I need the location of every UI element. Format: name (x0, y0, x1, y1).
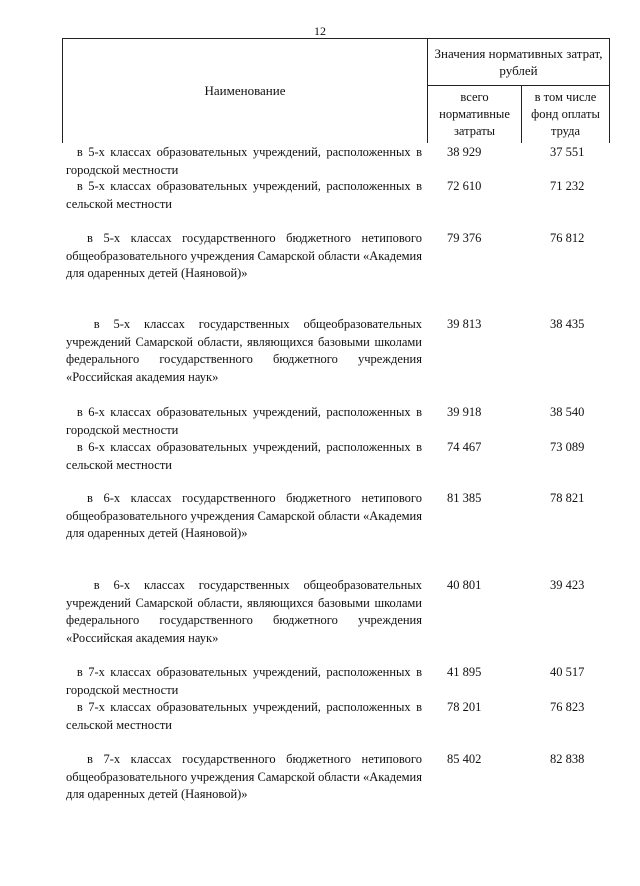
row-total-value: 72 610 (447, 179, 482, 193)
column-header-salary: в том числе фонд оплаты труда (531, 90, 600, 138)
page-number: 12 (314, 24, 326, 38)
row-total-value: 74 467 (447, 440, 482, 454)
row-total-value: 81 385 (447, 491, 482, 505)
row-salary-value: 40 517 (550, 665, 585, 679)
row-total-value: 85 402 (447, 752, 482, 766)
row-description: в 5-х классах образовательных учреждений, расположенных в сельской местности (66, 179, 422, 211)
row-description: в 6-х классах государственного бюджетного нетипового общеобразовательного учреждения Самарской области «Академия для одаренных детей (Наяновой)» (66, 491, 422, 540)
row-description: в 7-х классах государственного бюджетного нетипового общеобразовательного учреждения Самарской области «Академия для одаренных детей (Наяновой)» (66, 752, 422, 801)
row-total-value: 78 201 (447, 700, 482, 714)
row-salary-value: 82 838 (550, 752, 585, 766)
row-description: в 5-х классах государственного бюджетного нетипового общеобразовательного учреждения Самарской области «Академия для одаренных детей (Наяновой)» (66, 231, 422, 280)
row-salary-value: 38 540 (550, 405, 585, 419)
row-total-value: 79 376 (447, 231, 482, 245)
row-total-value: 38 929 (447, 145, 482, 159)
column-header-name: Наименование (63, 39, 428, 143)
row-salary-value: 76 812 (550, 231, 585, 245)
column-header-values: Значения нормативных затрат, рублей (428, 39, 609, 86)
row-salary-value: 73 089 (550, 440, 585, 454)
row-total-value: 39 918 (447, 405, 482, 419)
row-salary-value: 39 423 (550, 578, 585, 592)
row-salary-value: 78 821 (550, 491, 585, 505)
row-salary-value: 38 435 (550, 317, 585, 331)
row-salary-value: 71 232 (550, 179, 585, 193)
row-description: в 5-х классах государственных общеобразовательных учреждений Самарской области, являющихся базовыми школами федерального государственного бюджетного учреждения «Российская академия наук» (66, 317, 422, 384)
row-total-value: 41 895 (447, 665, 482, 679)
row-salary-value: 37 551 (550, 145, 585, 159)
row-description: в 6-х классах государственных общеобразовательных учреждений Самарской области, являющихся базовыми школами федерального государственного бюджетного учреждения «Российская академия наук» (66, 578, 422, 645)
row-salary-value: 76 823 (550, 700, 585, 714)
row-total-value: 40 801 (447, 578, 482, 592)
row-description: в 7-х классах образовательных учреждений, расположенных в городской местности (66, 665, 422, 697)
row-description: в 6-х классах образовательных учреждений, расположенных в сельской местности (66, 440, 422, 472)
row-total-value: 39 813 (447, 317, 482, 331)
row-description: в 7-х классах образовательных учреждений, расположенных в сельской местности (66, 700, 422, 732)
column-header-total: всего нормативные затраты (428, 86, 522, 143)
row-description: в 5-х классах образовательных учреждений, расположенных в городской местности (66, 145, 422, 177)
table-header (62, 38, 610, 143)
row-description: в 6-х классах образовательных учреждений, расположенных в городской местности (66, 405, 422, 437)
